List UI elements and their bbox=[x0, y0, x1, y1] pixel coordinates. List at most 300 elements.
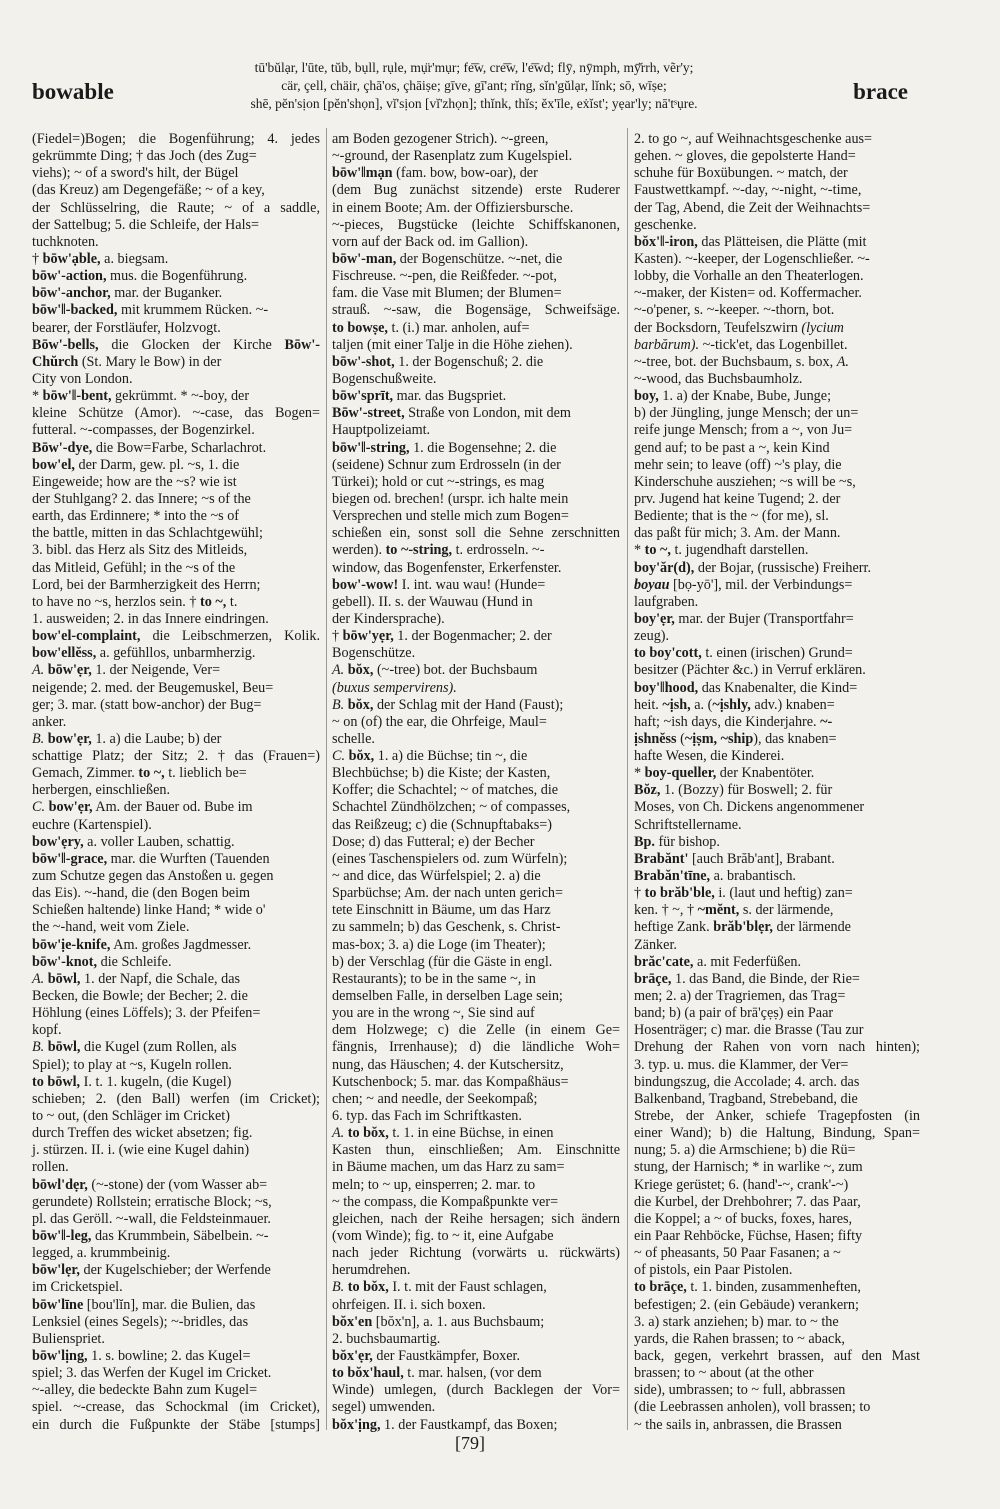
entry-text: the battle, mitten in das Schlachtgewühl; bbox=[32, 525, 263, 542]
entry-line bbox=[332, 1314, 620, 1331]
entry-line-text bbox=[32, 1125, 252, 1142]
entry-line-text bbox=[634, 1348, 920, 1365]
headword: bow'ellĕss, bbox=[32, 645, 97, 662]
entry-line bbox=[634, 1211, 920, 1228]
entry-line-text bbox=[32, 440, 266, 457]
entry-line-text bbox=[32, 1074, 231, 1091]
entry-line bbox=[332, 1039, 620, 1056]
entry-text: the ~-hand, weit vom Ziele. bbox=[32, 919, 190, 936]
entry-text: mit krummem Rücken. ~- bbox=[117, 302, 269, 319]
entry-text: bindungszug, die Accolade; 4. arch. das bbox=[634, 1073, 860, 1090]
entry-text: I. t. mit der Faust schlagen, bbox=[388, 1279, 547, 1296]
entry-line bbox=[634, 337, 920, 354]
entry-line-text bbox=[332, 354, 543, 371]
entry-line-text bbox=[332, 1279, 547, 1296]
entry-line bbox=[332, 611, 620, 628]
entry-line bbox=[634, 954, 920, 971]
entry-line bbox=[32, 885, 320, 902]
entry-text: 3. bibl. das Herz als Sitz des Mitleids, bbox=[32, 542, 248, 559]
headword: bow'-wow! bbox=[332, 576, 399, 593]
headword: bōw'lịng, bbox=[32, 1347, 88, 1364]
entry-line bbox=[634, 251, 920, 268]
headword: bōw'ịe-knife, bbox=[32, 936, 111, 953]
entry-line bbox=[32, 731, 320, 748]
entry-text: men; 2. a) der Tragriemen, das Trag= bbox=[634, 988, 846, 1005]
entry-line bbox=[634, 1228, 920, 1245]
italic-term: C. bbox=[332, 748, 346, 765]
entry-text: I. int. wau wau! (Hunde= bbox=[398, 576, 546, 593]
entry-line bbox=[32, 457, 320, 474]
entry-text: a. gefühllos, unbarmherzig. bbox=[96, 645, 256, 662]
entry-line-text bbox=[634, 182, 861, 199]
entry-line-text bbox=[332, 782, 558, 799]
entry-text: Sparbüchse; Am. der nach unten gerich= bbox=[332, 885, 563, 902]
entry-line-text bbox=[634, 1211, 852, 1228]
entry-text: Eingeweide; how are the ~s? wie ist bbox=[32, 473, 237, 490]
entry-line bbox=[634, 628, 920, 645]
entry-text: viehs); ~ of a sword's hilt, der Bügel bbox=[32, 165, 239, 182]
entry-line bbox=[332, 491, 620, 508]
entry-text: besitzer (Pächter &c.) in Verruf erklären. bbox=[634, 662, 866, 679]
entry-text: mar. der Bujer (Transportfahr= bbox=[674, 610, 854, 627]
entry-line bbox=[32, 474, 320, 491]
entry-line bbox=[332, 285, 620, 302]
entry-line-text bbox=[332, 971, 536, 988]
entry-line bbox=[332, 251, 620, 268]
entry-line bbox=[634, 1039, 920, 1056]
entry-text: I. t. 1. kugeln, (die Kugel) bbox=[80, 1073, 232, 1090]
entry-text: (das Kreuz) am Degengefäße; ~ of a key, bbox=[32, 182, 265, 199]
entry-text: am Boden gezogener Strich). ~-green, bbox=[332, 131, 549, 147]
headword: to ~-string, bbox=[385, 542, 453, 559]
entry-text: 1. (Bozzy) für Boswell; 2. für bbox=[660, 782, 833, 799]
headword: Bōw'-bells, bbox=[32, 336, 99, 353]
pronunciation-key-text: tū'bŭlạr, l'ūte, tŭb, bụll, rụle, mụ̈r'mụr; fe͞w, cre͞w, l'e͞wd; flȳ, nȳmph, mȳ̆rrh, vẽr'y; bbox=[254, 60, 694, 75]
headword: bōw'‖-bent, bbox=[42, 388, 112, 405]
entry-line bbox=[32, 817, 320, 834]
headword: bōw'‖-leg, bbox=[32, 1228, 92, 1244]
entry-line-text bbox=[634, 680, 857, 697]
entry-text: mus. die Bogenführung. bbox=[106, 268, 248, 285]
headword: bōw'sprīt, bbox=[332, 388, 394, 405]
entry-line-text bbox=[32, 851, 270, 868]
entry-line bbox=[332, 988, 620, 1005]
entry-text: ~ the sails in, anbrassen, die Brassen bbox=[634, 1416, 842, 1433]
pronunciation-key-line bbox=[174, 95, 774, 113]
entry-line-text bbox=[634, 748, 784, 765]
entry-line bbox=[332, 337, 620, 354]
entry-line bbox=[634, 971, 920, 988]
headword: brăb'blẹr, bbox=[713, 919, 773, 936]
entry-line bbox=[634, 302, 920, 319]
entry-text: 1. s. bowline; 2. das Kugel= bbox=[87, 1347, 251, 1364]
entry-line bbox=[634, 1382, 920, 1399]
entry-text: City von London. bbox=[32, 370, 133, 387]
entry-text: Versprechen und stelle mich zum Bogen= bbox=[332, 508, 569, 525]
entry-text: ~ on (of) the ear, die Ohrfeige, Maul= bbox=[332, 713, 547, 730]
entry-text: 1. das Band, die Binde, der Rie= bbox=[671, 970, 860, 987]
entry-text: schelle. bbox=[332, 730, 375, 747]
entry-line bbox=[634, 560, 920, 577]
entry-line-text bbox=[32, 1057, 232, 1074]
entry-text: der Darm, gew. pl. ~s, 1. die bbox=[74, 456, 240, 473]
entry-line bbox=[332, 560, 620, 577]
entry-line bbox=[332, 645, 620, 662]
entry-line bbox=[32, 748, 320, 765]
entry-line-text bbox=[634, 491, 840, 508]
headword: boy'ẹr, bbox=[634, 610, 675, 627]
entry-line bbox=[32, 234, 320, 251]
entry-line-text bbox=[32, 525, 263, 542]
entry-text: gekrümmte Ding; † das Joch (des Zug= bbox=[32, 148, 257, 165]
entry-line-text bbox=[332, 1228, 554, 1245]
entry-line bbox=[32, 268, 320, 285]
entry-line bbox=[332, 1125, 620, 1142]
headword: to bŏx, bbox=[347, 1279, 389, 1296]
entry-text: das Plätteisen, die Plätte (mit bbox=[697, 233, 867, 250]
entry-line-text bbox=[634, 200, 870, 217]
entry-line bbox=[332, 182, 620, 199]
pronunciation-key-line bbox=[174, 59, 774, 77]
entry-text: nung; 5. a) die Armschiene; b) die Rü= bbox=[634, 1142, 856, 1159]
entry-line bbox=[32, 217, 320, 234]
entry-line bbox=[634, 902, 920, 919]
entry-line bbox=[332, 1108, 620, 1125]
entry-line-text bbox=[634, 474, 856, 491]
entry-text: Becken, die Bowle; der Becher; 2. die bbox=[32, 988, 248, 1005]
entry-line bbox=[634, 834, 920, 851]
entry-line-text bbox=[634, 302, 834, 319]
entry-line-text bbox=[634, 1331, 845, 1348]
entry-line-text bbox=[634, 1074, 859, 1091]
entry-line-text bbox=[332, 337, 573, 354]
entry-line bbox=[634, 714, 920, 731]
headword: bōw'‖-backed, bbox=[32, 302, 118, 319]
entry-line-text bbox=[32, 1091, 320, 1108]
entry-line bbox=[634, 354, 920, 371]
entry-line-text bbox=[332, 131, 548, 148]
entry-line bbox=[332, 731, 620, 748]
entry-text: Türkei); hold or cut ~-strings, es mag bbox=[332, 473, 545, 490]
entry-text: of pistols, ein Paar Pistolen. bbox=[634, 1262, 793, 1279]
entry-line bbox=[634, 508, 920, 525]
entry-text: (vom Winde); fig. to ~ it, eine Aufgabe bbox=[332, 1228, 554, 1244]
entry-text: 2. buchsbaumartig. bbox=[332, 1330, 441, 1347]
entry-text: ken. † ~, † bbox=[634, 902, 698, 919]
entry-text: i. (laut und heftig) zan= bbox=[714, 885, 853, 902]
entry-line-text bbox=[32, 731, 221, 748]
entry-line bbox=[32, 320, 320, 337]
entry-line bbox=[32, 1142, 320, 1159]
entry-text: † bbox=[32, 250, 43, 267]
entry-line-text bbox=[332, 885, 563, 902]
entry-text: die Glocken der Kirche bbox=[98, 336, 285, 353]
entry-line bbox=[32, 440, 320, 457]
entry-line bbox=[634, 868, 920, 885]
entry-line bbox=[332, 1331, 620, 1348]
entry-line-text bbox=[32, 251, 168, 268]
headword: bŏx'ịng, bbox=[332, 1416, 381, 1433]
headword: bow'el-complaint, bbox=[32, 628, 141, 645]
headword: bōw'lẹr, bbox=[32, 1262, 80, 1279]
entry-text: Restaurants); to be in the same ~, in bbox=[332, 970, 536, 987]
entry-text: t. mar. halsen, (vor dem bbox=[403, 1365, 542, 1382]
entry-line-text bbox=[32, 902, 265, 919]
entry-line bbox=[634, 1022, 920, 1039]
entry-line bbox=[332, 440, 620, 457]
entry-line bbox=[634, 1399, 920, 1416]
entry-line bbox=[634, 782, 920, 799]
headword: bōw'-action, bbox=[32, 268, 107, 285]
entry-line bbox=[634, 697, 920, 714]
entry-text: gleichen, nach der Reihe hersagen; sich ändern bbox=[332, 1210, 620, 1227]
entry-line-text bbox=[32, 988, 248, 1005]
entry-line-text bbox=[634, 851, 835, 868]
entry-line-text bbox=[32, 834, 235, 851]
entry-text: 3. typ. u. mus. die Klammer, der Ver= bbox=[634, 1056, 849, 1073]
entry-text: t. bbox=[226, 593, 238, 610]
entry-text: der Sattelbug; 5. die Schleife, der Hals= bbox=[32, 216, 260, 233]
entry-line bbox=[32, 851, 320, 868]
entry-line bbox=[634, 799, 920, 816]
entry-line bbox=[634, 1297, 920, 1314]
entry-line bbox=[332, 662, 620, 679]
entry-text: schießen ein, sonst soll die Sehne zerschnitten bbox=[332, 525, 620, 542]
entry-line-text bbox=[332, 1314, 544, 1331]
entry-text: Gemach, Zimmer. bbox=[32, 765, 139, 782]
entry-text: a. voller Lauben, schattig. bbox=[83, 833, 235, 850]
entry-text: heit. bbox=[634, 696, 663, 713]
entry-line bbox=[332, 885, 620, 902]
entry-text: die Bow=Farbe, Scharlachrot. bbox=[92, 439, 267, 456]
entry-line-text bbox=[634, 645, 853, 662]
entry-line-text bbox=[32, 697, 261, 714]
entry-line-text bbox=[32, 1399, 320, 1416]
entry-line-text bbox=[32, 337, 320, 354]
entry-text: die Kurbel, der Drehbohrer; 7. das Paar, bbox=[634, 1193, 861, 1210]
entry-line bbox=[634, 937, 920, 954]
entry-line-text bbox=[332, 182, 620, 199]
entry-line bbox=[634, 217, 920, 234]
entry-line bbox=[332, 834, 620, 851]
entry-text: (~-tree) bot. der Buchsbaum bbox=[373, 662, 538, 679]
entry-line bbox=[332, 1348, 620, 1365]
entry-line bbox=[332, 954, 620, 971]
entry-text: ~-ground, der Rasenplatz zum Kugelspiel. bbox=[332, 148, 573, 165]
entry-line bbox=[332, 799, 620, 816]
entry-line-text bbox=[32, 1314, 248, 1331]
entry-line-text bbox=[32, 1039, 237, 1056]
entry-line-text bbox=[332, 1245, 620, 1262]
entry-line-text bbox=[634, 988, 845, 1005]
entry-line bbox=[332, 902, 620, 919]
entry-line bbox=[32, 1417, 320, 1434]
entry-line-text bbox=[332, 1194, 558, 1211]
italic-term: A. bbox=[32, 970, 45, 987]
entry-line bbox=[634, 577, 920, 594]
entry-text: Spiel); to play at ~s, Kugeln rollen. bbox=[32, 1056, 232, 1073]
entry-line bbox=[634, 765, 920, 782]
entry-line-text bbox=[332, 834, 535, 851]
entry-line bbox=[634, 148, 920, 165]
entry-line-text bbox=[32, 765, 247, 782]
entry-text: Faustwettkampf. ~-day, ~-night, ~-time, bbox=[634, 182, 862, 199]
entry-line bbox=[332, 1365, 620, 1382]
entry-line-text bbox=[332, 680, 457, 697]
headword: bōwl, bbox=[47, 1039, 81, 1056]
entry-text: rollen. bbox=[32, 1159, 69, 1176]
entry-line bbox=[32, 1074, 320, 1091]
entry-line-text bbox=[332, 645, 415, 662]
entry-line bbox=[332, 680, 620, 697]
entry-line-text bbox=[634, 971, 860, 988]
entry-line-text bbox=[32, 1211, 271, 1228]
entry-line-text bbox=[332, 1057, 564, 1074]
entry-line bbox=[32, 1159, 320, 1176]
entry-line bbox=[32, 560, 320, 577]
entry-line bbox=[332, 1177, 620, 1194]
pronunciation-key bbox=[174, 59, 774, 113]
entry-text: (~-stone) der (vom Wasser ab= bbox=[87, 1176, 268, 1193]
entry-text: mar. die Wurften (Tauenden bbox=[107, 850, 270, 867]
entry-line-text bbox=[32, 302, 268, 319]
entry-line-text bbox=[32, 148, 257, 165]
entry-line-text bbox=[32, 1245, 170, 1262]
entry-line bbox=[32, 1091, 320, 1108]
entry-line bbox=[32, 645, 320, 662]
entry-line bbox=[634, 1262, 920, 1279]
entry-line bbox=[32, 491, 320, 508]
entry-text: ), das knaben= bbox=[753, 730, 837, 747]
entry-line-text bbox=[32, 782, 170, 799]
entry-line-text bbox=[634, 268, 864, 285]
headword: to bowṣe, bbox=[332, 319, 388, 336]
entry-text: Höhlung (eines Löffels); 3. der Pfeifen= bbox=[32, 1005, 261, 1022]
entry-line-text bbox=[332, 491, 568, 508]
headword: to boy'cott, bbox=[634, 645, 702, 662]
entry-line-text bbox=[332, 765, 550, 782]
entry-line bbox=[32, 697, 320, 714]
entry-line-text bbox=[634, 371, 802, 388]
headword: bōwl, bbox=[47, 970, 81, 987]
entry-text: die Koppel; a ~ of bucks, foxes, hares, bbox=[634, 1210, 853, 1227]
entry-line bbox=[634, 165, 920, 182]
entry-line-text bbox=[634, 1382, 845, 1399]
entry-text: dem Holzwege; c) die Zelle (in einem Ge= bbox=[332, 1022, 620, 1039]
entry-line bbox=[634, 919, 920, 936]
entry-text: Schachtel Zündhölzchen; ~ of compasses, bbox=[332, 799, 571, 816]
entry-line-text bbox=[332, 1331, 440, 1348]
entry-text: Zänker. bbox=[634, 936, 677, 953]
entry-line-text bbox=[634, 1417, 842, 1434]
entry-text: lobby, die Vorhalle an den Theaterlogen. bbox=[634, 268, 864, 285]
entry-line-text bbox=[634, 234, 867, 251]
italic-term: B. bbox=[32, 730, 45, 747]
entry-text: legged, a. krummbeinig. bbox=[32, 1245, 171, 1262]
headword: to bŏx'haul, bbox=[332, 1365, 404, 1382]
entry-line bbox=[332, 268, 620, 285]
entry-line-text bbox=[634, 1262, 792, 1279]
entry-line bbox=[634, 1348, 920, 1365]
entry-line-text bbox=[634, 1091, 858, 1108]
entry-line-text bbox=[634, 1005, 833, 1022]
entry-text: † bbox=[332, 628, 343, 645]
entry-text: Bulienspriet. bbox=[32, 1330, 105, 1347]
entry-line-text bbox=[634, 285, 862, 302]
column-rule bbox=[627, 128, 628, 1430]
entry-line bbox=[32, 1108, 320, 1125]
entry-line bbox=[634, 851, 920, 868]
entry-text: spiel. ~-crease, das Schockmal (im Cricket), bbox=[32, 1399, 320, 1416]
entry-line-text bbox=[332, 851, 567, 868]
column-rule bbox=[326, 128, 327, 1430]
entry-text: nach jeder Richtung (vorwärts u. rückwärts) bbox=[332, 1245, 620, 1262]
entry-line-text bbox=[32, 405, 320, 422]
entry-line bbox=[634, 405, 920, 422]
entry-line bbox=[32, 371, 320, 388]
entry-line bbox=[32, 577, 320, 594]
entry-text: pl. das Geröll. ~-wall, die Feldsteinmauer. bbox=[32, 1210, 271, 1227]
headword: to ~, bbox=[200, 593, 227, 610]
entry-line-text bbox=[332, 919, 561, 936]
entry-line bbox=[634, 1245, 920, 1262]
entry-text: Kriege gerüstet; 6. (hand'-~, crank'-~) bbox=[634, 1176, 849, 1193]
entry-text: Am. großes Jagdmesser. bbox=[110, 936, 252, 953]
headword: to ~, bbox=[138, 765, 165, 782]
entry-text: der lärmende bbox=[772, 919, 851, 936]
entry-text: t. einen (irischen) Grund= bbox=[701, 645, 853, 662]
entry-text: back, gegen, verkehrt brassen, auf den Mast bbox=[634, 1347, 920, 1364]
entry-text: das Krummbein, Säbelbein. ~- bbox=[91, 1228, 269, 1244]
pronunciation-key-text: cär, çell, chäir, çhā'os, çhāiṣe; gīve, gī'ant; rĭng, sĭn'gŭlạr, lĭnk; sō, wīṣe; bbox=[281, 78, 667, 93]
entry-text: ger; 3. mar. (statt bow-anchor) der Bug= bbox=[32, 696, 262, 713]
entry-line-text bbox=[332, 234, 528, 251]
entry-text: * bbox=[634, 542, 645, 559]
entry-text: t. erdrosseln. ~- bbox=[452, 542, 545, 559]
entry-line-text bbox=[32, 354, 221, 371]
entry-text: ~-alley, die bedeckte Bahn zum Kugel= bbox=[32, 1382, 258, 1399]
headword: to brāçe, bbox=[634, 1279, 687, 1296]
entry-text: geschenke. bbox=[634, 216, 697, 233]
entry-line-text bbox=[332, 320, 530, 337]
headword: bow'ẹr, bbox=[48, 799, 93, 816]
entry-line bbox=[634, 731, 920, 748]
headword: bow'ẹry, bbox=[32, 833, 84, 850]
entry-line-text bbox=[332, 285, 562, 302]
entry-line-text bbox=[32, 1177, 267, 1194]
italic-term: B. bbox=[332, 696, 345, 713]
entry-line-text bbox=[634, 1245, 841, 1262]
entry-text: schieben; 2. (den Ball) werfen (im Cricket); bbox=[32, 1090, 320, 1107]
entry-line-text bbox=[32, 131, 320, 148]
entry-line bbox=[32, 1211, 320, 1228]
entry-line bbox=[634, 594, 920, 611]
entry-line-text bbox=[634, 954, 801, 971]
headword: Bōw'-dye, bbox=[32, 439, 93, 456]
entry-line bbox=[634, 388, 920, 405]
entry-line bbox=[32, 594, 320, 611]
entry-text: der Kugelschieber; der Werfende bbox=[79, 1262, 271, 1279]
entry-text: für bishop. bbox=[654, 833, 720, 850]
entry-line bbox=[634, 200, 920, 217]
entry-line-text bbox=[32, 1365, 271, 1382]
entry-text: neigende; 2. med. der Beugemuskel, Beu= bbox=[32, 679, 274, 696]
entry-line bbox=[32, 182, 320, 199]
entry-text: a. biegsam. bbox=[100, 250, 169, 267]
entry-line bbox=[332, 1245, 620, 1262]
headword: bōw'ẹr, bbox=[47, 662, 92, 679]
entry-text: s. der lärmende, bbox=[739, 902, 834, 919]
